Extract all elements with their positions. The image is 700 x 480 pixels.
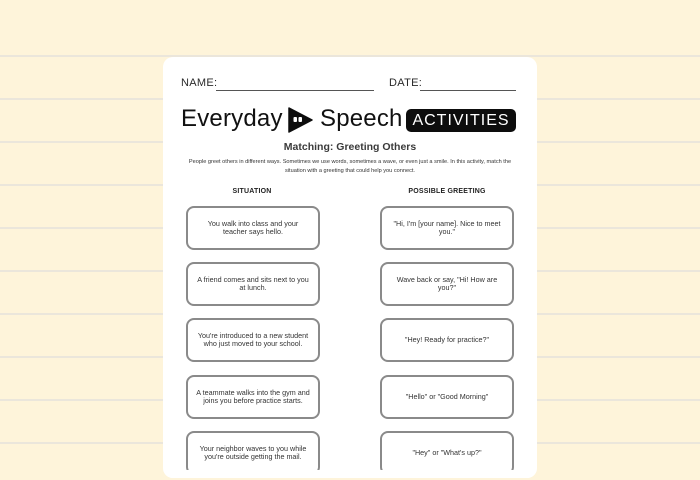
situation-box	[186, 318, 320, 362]
greeting-box	[380, 318, 514, 362]
date-underline	[420, 90, 516, 91]
situation-text: A friend comes and sits next to you at lunch.	[197, 274, 309, 292]
situation-text: You're introduced to a new student who just moved to your school.	[197, 330, 309, 348]
situation-text: You walk into class and your teacher says hello.	[207, 218, 299, 236]
worksheet-intro: People greet others in different ways. Sometimes we use words, sometimes a wave, or even just a smile. In this activity, match the situation with a greeting that could help you connect.	[188, 159, 512, 174]
brand-word-everyday: Everyday	[181, 105, 283, 132]
name-label: NAME:	[181, 77, 218, 89]
play-quote-icon	[287, 107, 313, 133]
greeting-text: "Hey! Ready for practice?"	[404, 334, 490, 344]
greeting-text: Wave back or say, "Hi! How are you?"	[396, 274, 498, 292]
brand-word-speech: Speech	[320, 105, 403, 132]
greeting-box	[380, 375, 514, 419]
name-date-row	[181, 77, 521, 93]
name-underline	[216, 90, 374, 91]
greeting-box	[380, 206, 514, 250]
greeting-text: "Hello" or "Good Morning"	[405, 391, 489, 401]
greeting-box	[380, 431, 514, 475]
brand-header	[181, 105, 521, 135]
sheet-bottom-margin	[163, 470, 537, 478]
situation-box	[186, 206, 320, 250]
date-label: DATE:	[389, 77, 423, 89]
greeting-text: "Hey" or "What's up?"	[412, 447, 482, 457]
greeting-box	[380, 262, 514, 306]
greeting-text: "Hi, I'm [your name]. Nice to meet you."	[393, 218, 501, 236]
situation-text: A teammate walks into the gym and joins you before practice starts.	[196, 387, 310, 405]
greeting-column-header: POSSIBLE GREETING	[408, 188, 486, 195]
situation-box	[186, 431, 320, 475]
situation-column-header: SITUATION	[232, 188, 272, 195]
situation-box	[186, 262, 320, 306]
worksheet-card	[163, 57, 537, 478]
activities-badge: ACTIVITIES	[406, 109, 516, 132]
worksheet-title: Matching: Greeting Others	[283, 141, 417, 153]
situation-box	[186, 375, 320, 419]
situation-text: Your neighbor waves to you while you're outside getting the mail.	[199, 443, 307, 461]
